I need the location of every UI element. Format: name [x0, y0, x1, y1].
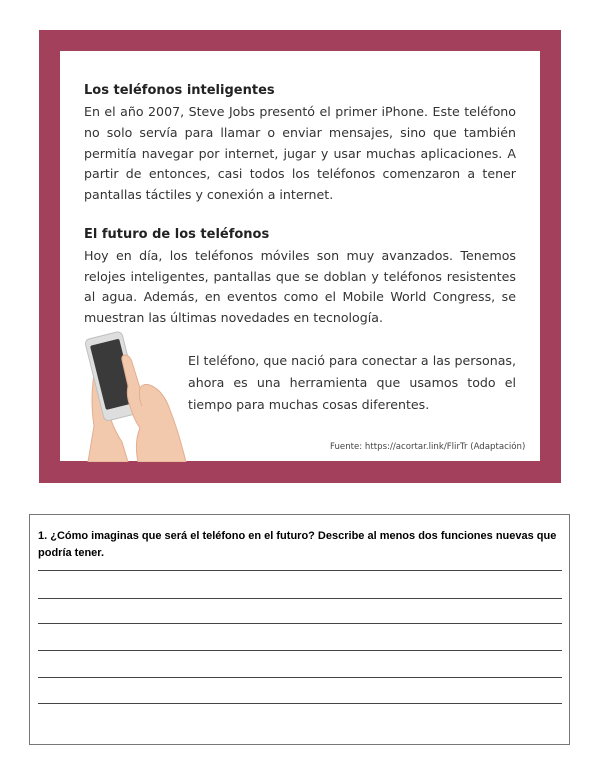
- quote-text: El teléfono, que nació para conectar a las personas, ahora es una herramienta que usamos todo el tiempo para muchas cosas diferentes.: [188, 353, 516, 412]
- answer-line[interactable]: [38, 570, 562, 571]
- paragraph-future: Hoy en día, los teléfonos móviles son muy avanzados. Tenemos relojes inteligentes, pantallas que se doblan y teléfonos resistentes al agua. Además, en eventos como el Mobile World Congress, se muestran las últimas novedades en tecnología.: [84, 248, 516, 325]
- answer-line[interactable]: [38, 703, 562, 704]
- hand-holding-phone-icon: [78, 330, 188, 466]
- section-title-future: El futuro de los teléfonos: [84, 227, 270, 242]
- section-title-smartphones: Los teléfonos inteligentes: [84, 83, 275, 98]
- answer-line[interactable]: [38, 598, 562, 599]
- question-box: [29, 514, 570, 745]
- answer-line[interactable]: [38, 623, 562, 624]
- answer-line[interactable]: [38, 677, 562, 678]
- paragraph-smartphones: En el año 2007, Steve Jobs presentó el primer iPhone. Este teléfono no solo servía para llamar o enviar mensajes, sino que también permitía navegar por internet, jugar y usar muchas aplicaciones. A partir de entonces, casi todos los teléfonos comenzaron a tener pantallas táctiles y conexión a internet.: [84, 104, 516, 203]
- source-citation: Fuente: https://acortar.link/FlirTr (Adaptación): [330, 442, 526, 452]
- question-text: 1. ¿Cómo imaginas que será el teléfono en el futuro? Describe al menos dos funciones nuevas que podría tener.: [38, 530, 557, 559]
- answer-line[interactable]: [38, 650, 562, 651]
